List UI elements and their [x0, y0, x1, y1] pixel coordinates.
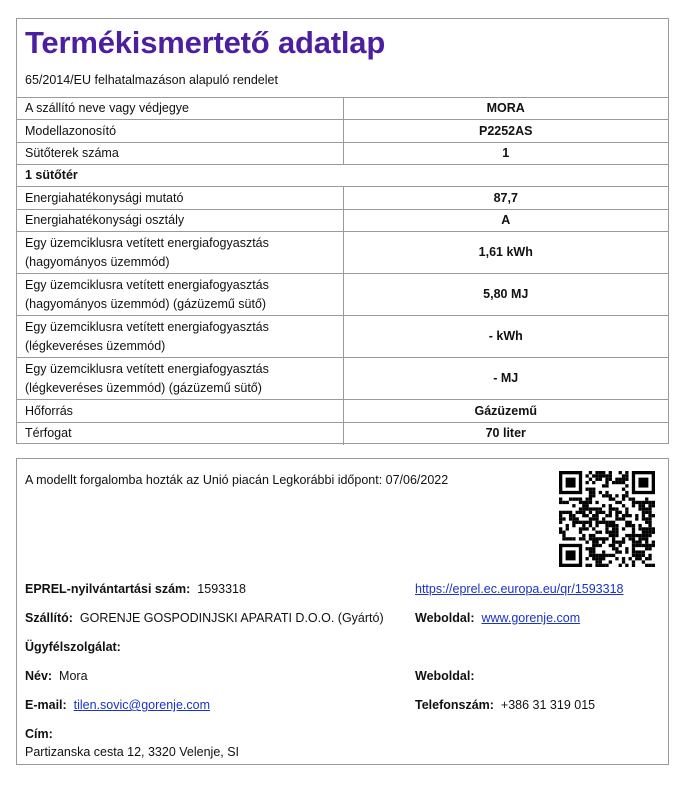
row-value: Gázüzemű [343, 400, 668, 423]
row-value: 1 [343, 143, 668, 165]
table-row [17, 232, 668, 274]
contact-name [25, 669, 88, 683]
row-label: Sütőterek száma [17, 143, 343, 165]
customer-service-heading: Ügyfélszolgálat: [25, 640, 121, 654]
row-value: 5,80 MJ [343, 274, 668, 316]
eprel-value: 1593318 [197, 582, 246, 596]
row-label: A szállító neve vagy védjegye [17, 98, 343, 120]
eprel-label: EPREL-nyilvántartási szám: [25, 582, 191, 596]
row-label: Hőforrás [17, 400, 343, 423]
email-link[interactable]: tilen.sovic@gorenje.com [73, 698, 210, 712]
website-label: Weboldal: [415, 611, 475, 625]
row-value: - MJ [343, 358, 668, 400]
table-row [17, 423, 668, 445]
website-link[interactable]: www.gorenje.com [481, 611, 581, 625]
row-label: Energiahatékonysági mutató [17, 187, 343, 210]
website [415, 611, 580, 625]
table-row [17, 120, 668, 143]
page-title: Termékismertető adatlap [25, 25, 386, 60]
market-date-text: A modellt forgalomba hozták az Unió piacán Legkorábbi időpont: 07/06/2022 [25, 473, 449, 487]
row-label: Egy üzemciklusra vetített energiafogyasztás (hagyományos üzemmód) (gázüzemű sütő) [17, 274, 343, 316]
supplier-info-panel [16, 458, 669, 765]
row-label: Egy üzemciklusra vetített energiafogyasztás (hagyományos üzemmód) [17, 232, 343, 274]
eprel-link[interactable]: https://eprel.ec.europa.eu/qr/1593318 [415, 582, 624, 596]
email-label: E-mail: [25, 698, 67, 712]
row-value: - kWh [343, 316, 668, 358]
qr-code-icon[interactable] [559, 471, 655, 567]
name-label: Név: [25, 669, 53, 683]
row-value: 87,7 [343, 187, 668, 210]
row-value: 70 liter [343, 423, 668, 445]
row-label: Modellazonosító [17, 120, 343, 143]
spec-table [17, 97, 668, 445]
contact-email [25, 698, 210, 712]
table-row [17, 400, 668, 423]
address-value: Partizanska cesta 12, 3320 Velenje, SI [25, 745, 240, 759]
table-row [17, 316, 668, 358]
phone-label: Telefonszám: [415, 698, 494, 712]
row-value: P2252AS [343, 120, 668, 143]
table-row [17, 210, 668, 232]
product-fiche-panel [16, 18, 669, 444]
section-row [17, 165, 668, 187]
row-value: MORA [343, 98, 668, 120]
row-label: Térfogat [17, 423, 343, 445]
row-value: A [343, 210, 668, 232]
supplier-label: Szállító: [25, 611, 73, 625]
website2-label: Weboldal: [415, 669, 475, 683]
table-row [17, 187, 668, 210]
table-row [17, 274, 668, 316]
table-row [17, 143, 668, 165]
supplier-value: GORENJE GOSPODINJSKI APARATI D.O.O. (Gyártó) [79, 611, 384, 625]
contact-phone [415, 698, 595, 712]
name-value: Mora [59, 669, 88, 683]
address-label: Cím: [25, 727, 53, 741]
row-value: 1,61 kWh [343, 232, 668, 274]
table-row [17, 358, 668, 400]
table-row [17, 98, 668, 120]
row-label: Egy üzemciklusra vetített energiafogyasztás (légkeveréses üzemmód) (gázüzemű sütő) [17, 358, 343, 400]
section-heading: 1 sütőtér [17, 165, 668, 187]
phone-value: +386 31 319 015 [500, 698, 596, 712]
supplier [25, 611, 384, 625]
eprel-number [25, 582, 246, 596]
row-label: Egy üzemciklusra vetített energiafogyasztás (légkeveréses üzemmód) [17, 316, 343, 358]
row-label: Energiahatékonysági osztály [17, 210, 343, 232]
regulation-subtitle: 65/2014/EU felhatalmazáson alapuló rendelet [25, 73, 278, 87]
